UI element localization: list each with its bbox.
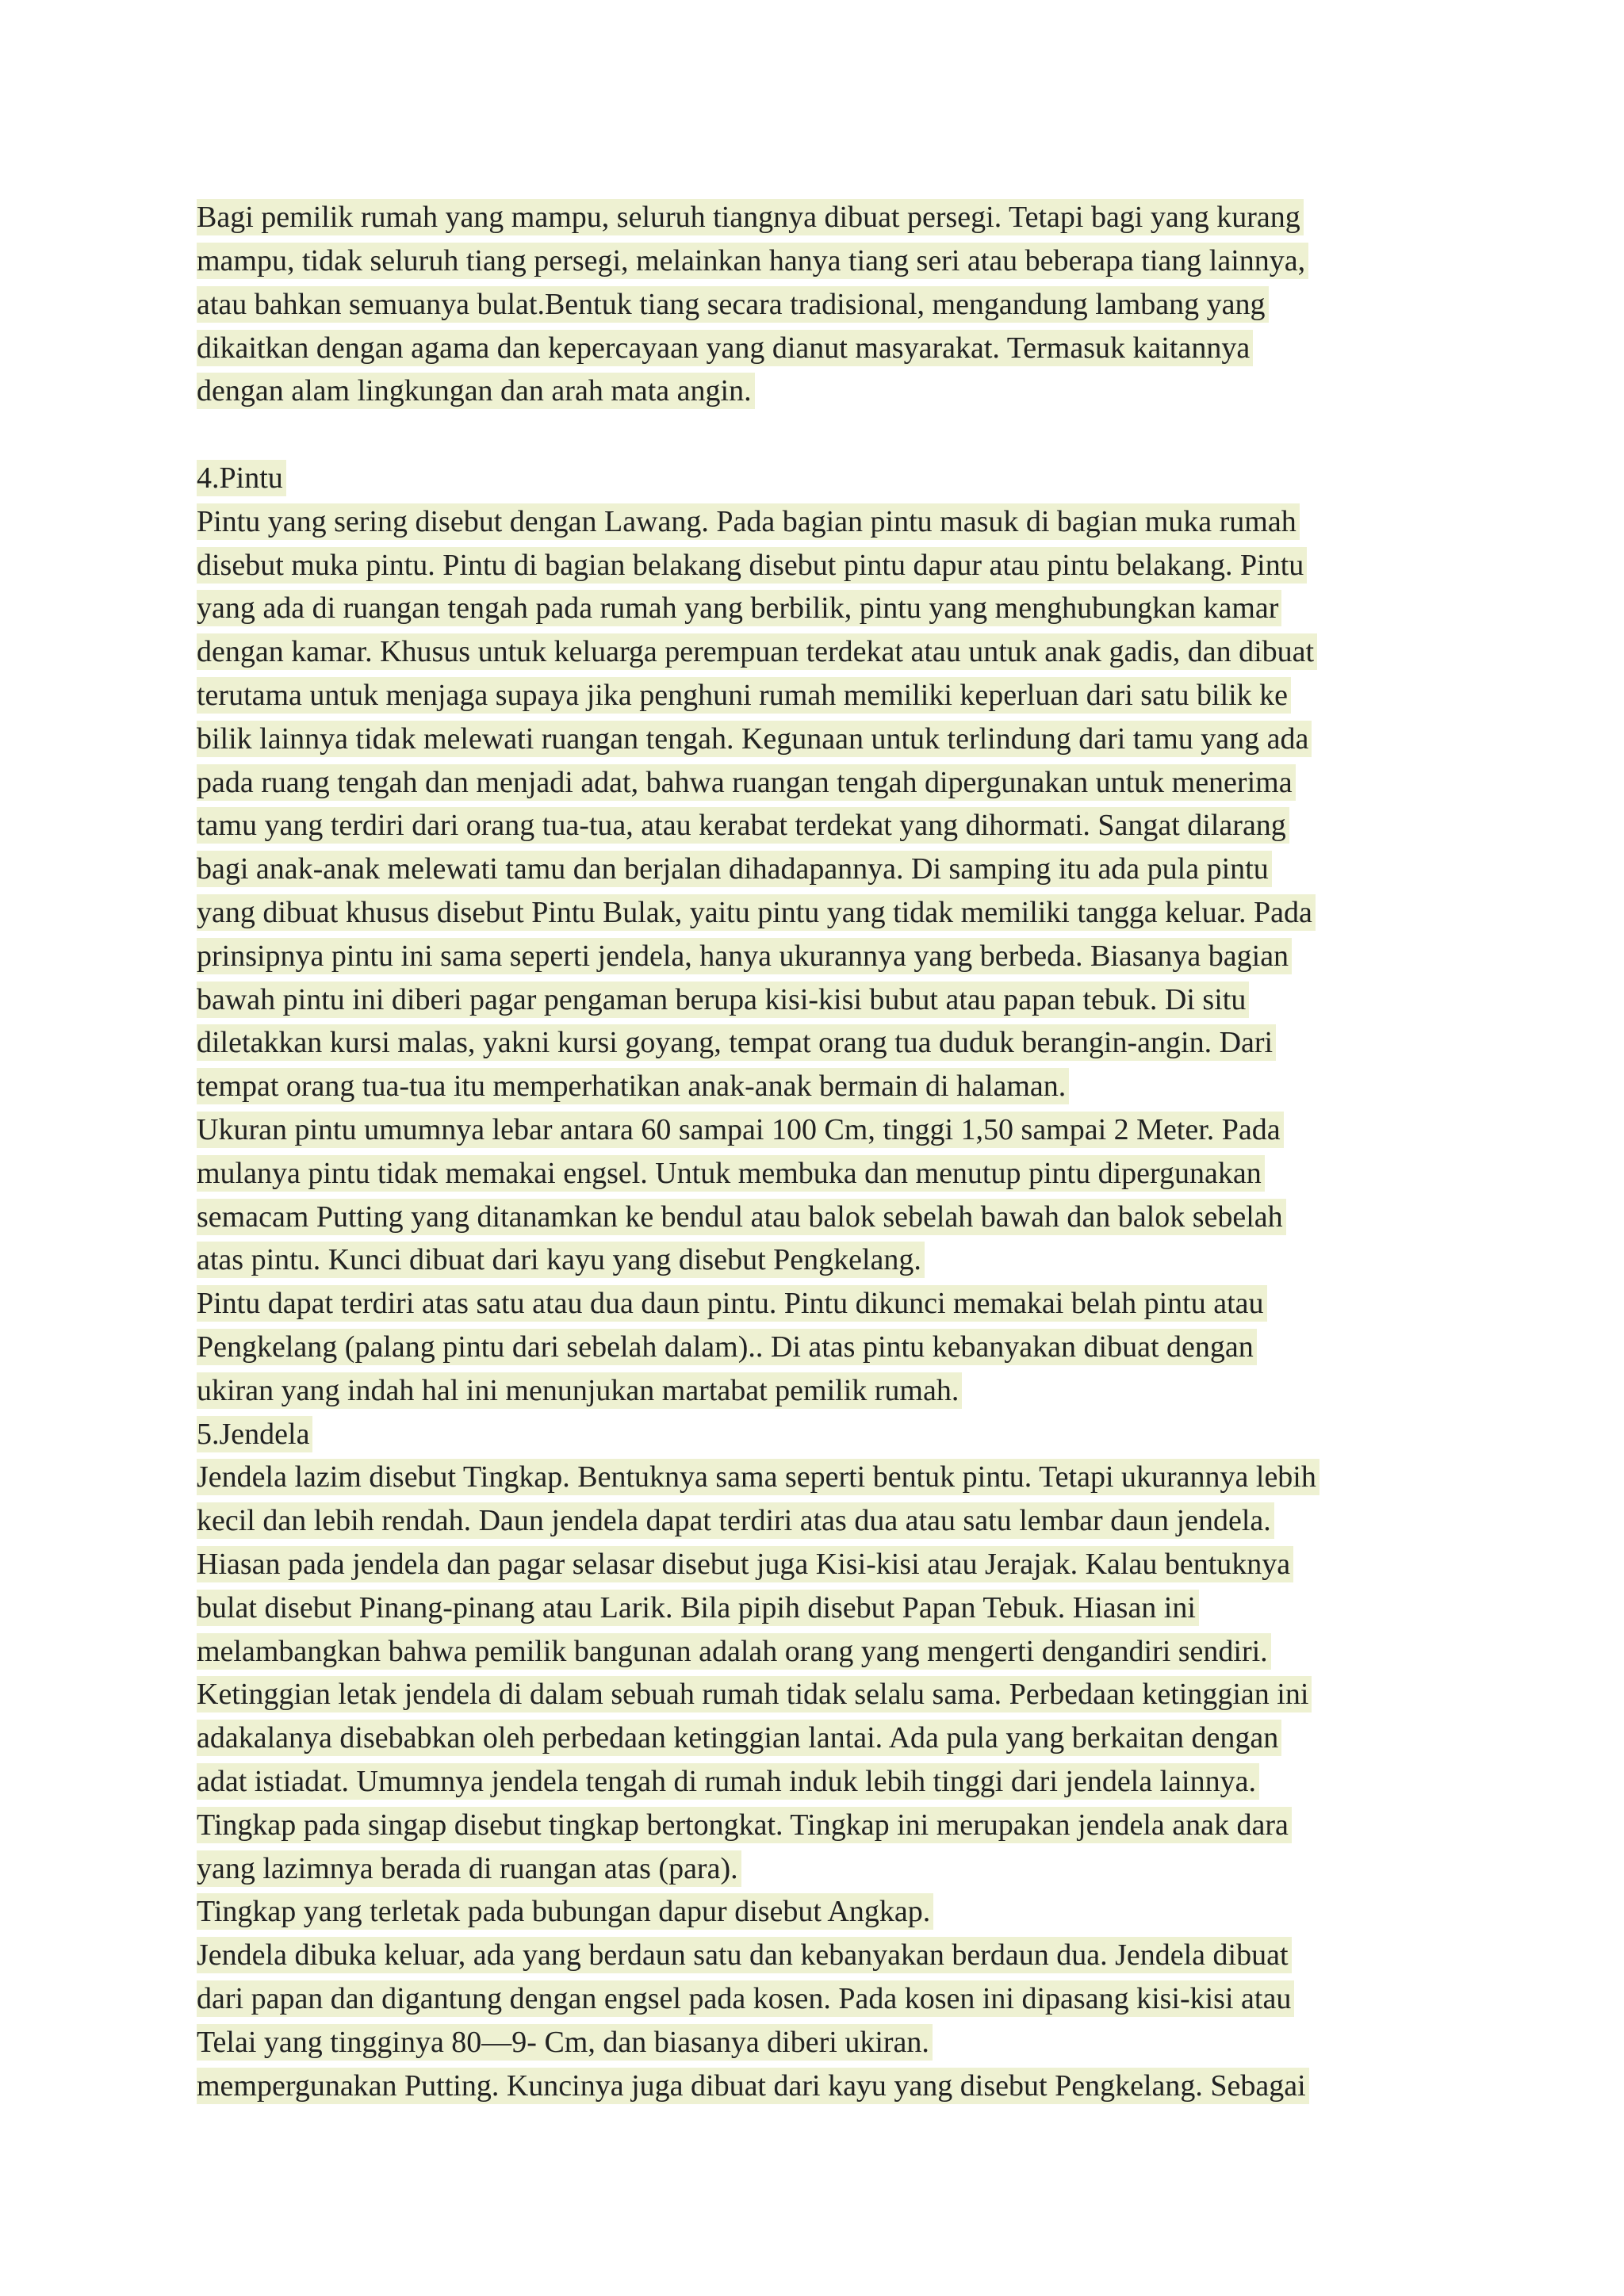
highlighted-text: bilik lainnya tidak melewati ruangan tengah. Kegunaan untuk terlindung dari tamu yang ada [197,721,1312,757]
highlighted-text: bagi anak-anak melewati tamu dan berjalan dihadapannya. Di samping itu ada pula pintu [197,851,1272,887]
highlighted-text: mampu, tidak seluruh tiang persegi, melainkan hanya tiang seri atau beberapa tiang lainnya, [197,243,1308,279]
highlighted-text: adat istiadat. Umumnya jendela tengah di rumah induk lebih tinggi dari jendela lainnya. [197,1763,1259,1800]
text-line [197,1453,1434,1497]
highlighted-text: Hiasan pada jendela dan pagar selasar disebut juga Kisi-kisi atau Jerajak. Kalau bentuknya [197,1546,1293,1582]
text-line [197,1627,1434,1670]
text-line [197,367,1434,411]
text-line [197,237,1434,281]
highlighted-text: Jendela dibuka keluar, ada yang berdaun satu dan kebanyakan berdaun dua. Jendela dibuat [197,1937,1292,1973]
highlighted-text: yang lazimnya berada di ruangan atas (para). [197,1850,741,1887]
text-line [197,802,1434,845]
text-line [197,1888,1434,1931]
highlighted-text: Tingkap pada singap disebut tingkap bertongkat. Tingkap ini merupakan jendela anak dara [197,1807,1292,1843]
highlighted-text: diletakkan kursi malas, yakni kursi goyang, tempat orang tua duduk berangin-angin. Dari [197,1024,1276,1061]
text-line [197,1062,1434,1106]
text-line [197,323,1434,367]
text-line [197,498,1434,541]
text-line [197,1323,1434,1367]
text-line [197,1844,1434,1888]
highlighted-text: bawah pintu ini diberi pagar pengaman berupa kisi-kisi bubut atau papan tebuk. Di situ [197,982,1249,1018]
highlighted-text: prinsipnya pintu ini sama seperti jendela, hanya ukurannya yang berbeda. Biasanya bagian [197,938,1292,974]
text-line [197,932,1434,976]
highlighted-text: Pintu yang sering disebut dengan Lawang. Pada bagian pintu masuk di bagian muka rumah [197,503,1300,540]
highlighted-text: Pintu dapat terdiri atas satu atau dua daun pintu. Pintu dikunci memakai belah pintu atau [197,1285,1267,1322]
highlighted-text: ukiran yang indah hal ini menunjukan martabat pemilik rumah. [197,1372,962,1409]
highlighted-text: pada ruang tengah dan menjadi adat, bahwa ruangan tengah dipergunakan untuk menerima [197,764,1296,801]
text-line [197,672,1434,715]
highlighted-text: Ketinggian letak jendela di dalam sebuah rumah tidak selalu sama. Perbedaan ketinggian ini [197,1676,1312,1712]
highlighted-text: dari papan dan digantung dengan engsel pada kosen. Pada kosen ini dipasang kisi-kisi atau [197,1980,1294,2017]
text-line [197,1410,1434,1453]
text-line [197,1584,1434,1628]
highlighted-text: Bagi pemilik rumah yang mampu, seluruh tiangnya dibuat persegi. Tetapi bagi yang kurang [197,199,1304,235]
highlighted-text: yang ada di ruangan tengah pada rumah yang berbilik, pintu yang menghubungkan kamar [197,590,1281,626]
text-line [197,1236,1434,1280]
text-line [197,1975,1434,2019]
text-line [197,584,1434,628]
body-text [197,193,1434,2105]
highlighted-text: tempat orang tua-tua itu memperhatikan anak-anak bermain di halaman. [197,1068,1069,1104]
highlighted-text: Ukuran pintu umumnya lebar antara 60 sampai 100 Cm, tinggi 1,50 sampai 2 Meter. Pada [197,1112,1284,1148]
text-line [197,1192,1434,1236]
text-line [197,1497,1434,1540]
text-line [197,845,1434,889]
text-line [197,1367,1434,1410]
text-line [197,2061,1434,2105]
text-line [197,1019,1434,1062]
highlighted-text: 4.Pintu [197,460,286,496]
highlighted-text: Telai yang tingginya 80—9- Cm, dan biasanya diberi ukiran. [197,2024,933,2061]
text-line [197,628,1434,672]
text-line [197,758,1434,802]
text-line [197,889,1434,932]
blank-line [197,411,1434,454]
text-line [197,1931,1434,1975]
highlighted-text: terutama untuk menjaga supaya jika penghuni rumah memiliki keperluan dari satu bilik ke [197,677,1291,714]
text-line [197,193,1434,237]
highlighted-text: mempergunakan Putting. Kuncinya juga dibuat dari kayu yang disebut Pengkelang. Sebagai [197,2068,1309,2104]
highlighted-text: dengan kamar. Khusus untuk keluarga perempuan terdekat atau untuk anak gadis, dan dibuat [197,633,1317,670]
text-line [197,1540,1434,1584]
text-line [197,1800,1434,1844]
text-line [197,715,1434,759]
text-line [197,975,1434,1019]
highlighted-text: 5.Jendela [197,1416,312,1452]
highlighted-text: atau bahkan semuanya bulat.Bentuk tiang secara tradisional, mengandung lambang yang [197,286,1269,323]
text-line [197,1280,1434,1323]
highlighted-text: melambangkan bahwa pemilik bangunan adalah orang yang mengerti dengandiri sendiri. [197,1633,1271,1670]
highlighted-text: disebut muka pintu. Pintu di bagian belakang disebut pintu dapur atau pintu belakang. Pintu [197,547,1307,584]
highlighted-text: bulat disebut Pinang-pinang atau Larik. Bila pipih disebut Papan Tebuk. Hiasan ini [197,1590,1199,1626]
highlighted-text: atas pintu. Kunci dibuat dari kayu yang disebut Pengkelang. [197,1242,925,1278]
highlighted-text: Pengkelang (palang pintu dari sebelah dalam).. Di atas pintu kebanyakan dibuat dengan [197,1329,1257,1365]
text-line [197,454,1434,498]
highlighted-text: adakalanya disebabkan oleh perbedaan ketinggian lantai. Ada pula yang berkaitan dengan [197,1720,1281,1756]
text-line [197,1150,1434,1193]
highlighted-text: mulanya pintu tidak memakai engsel. Untuk membuka dan menutup pintu dipergunakan [197,1155,1265,1192]
text-line [197,1714,1434,1758]
text-line [197,2018,1434,2061]
highlighted-text: semacam Putting yang ditanamkan ke bendul atau balok sebelah bawah dan balok sebelah [197,1199,1286,1235]
highlighted-text: tamu yang terdiri dari orang tua-tua, atau kerabat terdekat yang dihormati. Sangat dilarang [197,807,1289,844]
text-line [197,541,1434,584]
text-line [197,1106,1434,1150]
highlighted-text: Tingkap yang terletak pada bubungan dapur disebut Angkap. [197,1893,933,1930]
highlighted-text: Jendela lazim disebut Tingkap. Bentuknya sama seperti bentuk pintu. Tetapi ukurannya lebih [197,1459,1320,1495]
text-line [197,1758,1434,1801]
highlighted-text: dikaitkan dengan agama dan kepercayaan yang dianut masyarakat. Termasuk kaitannya [197,330,1253,366]
highlighted-text: dengan alam lingkungan dan arah mata angin. [197,373,755,409]
highlighted-text: yang dibuat khusus disebut Pintu Bulak, yaitu pintu yang tidak memiliki tangga keluar. Pada [197,894,1316,931]
text-line [197,281,1434,324]
highlighted-text: kecil dan lebih rendah. Daun jendela dapat terdiri atas dua atau satu lembar daun jendela. [197,1502,1274,1539]
text-line [197,1670,1434,1714]
